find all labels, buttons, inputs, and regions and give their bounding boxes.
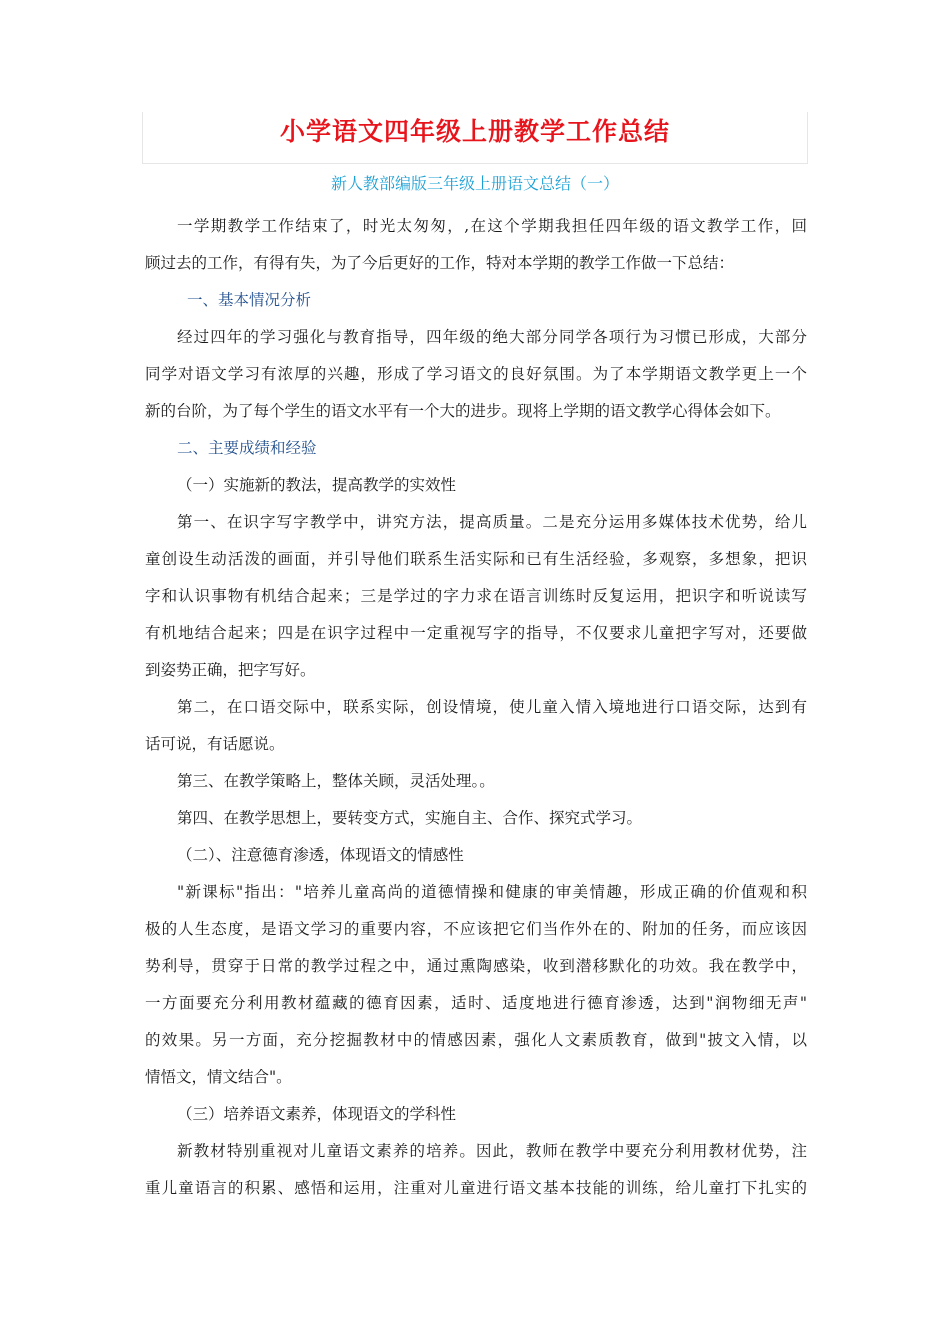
paragraph-line: 第二，在口语交际中，联系实际，创设情境，使儿童入情入境地进行口语交际，达到有: [177, 698, 807, 716]
paragraph-line: 第三、在教学策略上，整体关顾，灵活处理。。: [177, 772, 495, 790]
paragraph-line: 的效果。另一方面，充分挖掘教材中的情感因素，强化人文素质教育，做到"披文入情，以: [145, 1031, 807, 1049]
paragraph-line: 有机地结合起来；四是在识字过程中一定重视写字的指导，不仅要求儿童把字写对，还要做: [145, 624, 807, 642]
document-body: [145, 208, 807, 1207]
paragraph-line: 势利导，贯穿于日常的教学过程之中，通过熏陶感染，收到潜移默化的功效。我在教学中，: [145, 957, 807, 975]
document-subtitle: 新人教部编版三年级上册语文总结（一）: [330, 174, 619, 193]
paragraph-line: 新的台阶，为了每个学生的语文水平有一个大的进步。现将上学期的语文教学心得体会如下。: [145, 402, 781, 420]
paragraph-line: 第四、在教学思想上，要转变方式，实施自主、合作、探究式学习。: [177, 809, 643, 827]
document-title: 小学语文四年级上册教学工作总结: [279, 117, 670, 146]
paragraph-line: 字和认识事物有机结合起来；三是学过的字力求在语言训练时反复运用，把识字和听说读写: [145, 587, 807, 605]
paragraph-line: 情悟文，情文结合"。: [145, 1068, 292, 1086]
paragraph-line: 到姿势正确，把字写好。: [145, 661, 316, 679]
paragraph-line: "新课标"指出："培养儿童高尚的道德情操和健康的审美情趣，形成正确的价值观和积: [177, 883, 807, 901]
paragraph-line: 极的人生态度，是语文学习的重要内容，不应该把它们当作外在的、附加的任务，而应该因: [145, 920, 807, 938]
paragraph-line: （一）实施新的教法，提高教学的实效性: [177, 476, 457, 494]
paragraph-line: 一方面要充分利用教材蕴藏的德育因素，适时、适度地进行德育渗透，达到"润物细无声": [145, 994, 807, 1012]
paragraph-line: 话可说，有话愿说。: [145, 735, 285, 753]
paragraph-line: 顾过去的工作，有得有失，为了今后更好的工作，特对本学期的教学工作做一下总结：: [145, 254, 735, 272]
paragraph-line: 重儿童语言的积累、感悟和运用，注重对儿童进行语文基本技能的训练，给儿童打下扎实的: [145, 1179, 807, 1197]
section-heading: 一、基本情况分析: [187, 291, 312, 309]
paragraph-line: 新教材特别重视对儿童语文素养的培养。因此，教师在教学中要充分利用教材优势，注: [177, 1142, 807, 1160]
paragraph-line: （三）培养语文素养，体现语文的学科性: [177, 1105, 457, 1123]
section-heading: 二、主要成绩和经验: [177, 439, 317, 457]
paragraph-line: 一学期教学工作结束了，时光太匆匆，,在这个学期我担任四年级的语文教学工作，回: [177, 217, 807, 235]
paragraph-line: 经过四年的学习强化与教育指导，四年级的绝大部分同学各项行为习惯已形成，大部分: [177, 328, 807, 346]
paragraph-line: 童创设生动活泼的画面，并引导他们联系生活实际和已有生活经验，多观察，多想象，把识: [145, 550, 807, 568]
paragraph-line: 同学对语文学习有浓厚的兴趣，形成了学习语文的良好氛围。为了本学期语文教学更上一个: [145, 365, 807, 383]
paragraph-line: 第一、在识字写字教学中，讲究方法，提高质量。二是充分运用多媒体技术优势，给儿: [177, 513, 807, 531]
paragraph-line: （二）、注意德育渗透，体现语文的情感性: [177, 846, 464, 864]
